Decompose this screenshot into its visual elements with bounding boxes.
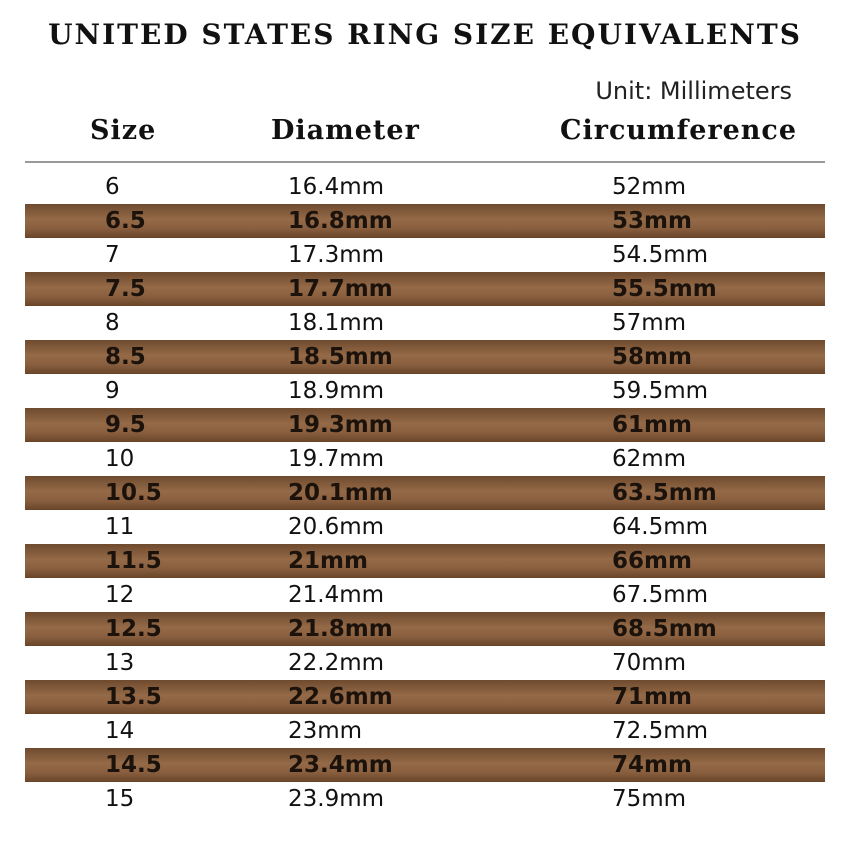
table-row	[25, 646, 825, 680]
table-row	[25, 748, 825, 782]
cell-diameter: 23.9mm	[288, 786, 385, 812]
cell-circumference: 70mm	[612, 650, 687, 676]
cell-diameter: 19.3mm	[288, 412, 393, 438]
cell-circumference: 68.5mm	[612, 616, 717, 642]
cell-size: 7.5	[105, 276, 146, 302]
cell-circumference: 61mm	[612, 412, 692, 438]
cell-circumference: 72.5mm	[612, 718, 709, 744]
cell-circumference: 75mm	[612, 786, 687, 812]
cell-size: 9	[105, 378, 120, 404]
table-row	[25, 612, 825, 646]
cell-size: 14.5	[105, 752, 162, 778]
cell-circumference: 67.5mm	[612, 582, 709, 608]
header-divider	[25, 161, 825, 163]
cell-size: 8	[105, 310, 120, 336]
cell-circumference: 58mm	[612, 344, 692, 370]
table-row	[25, 510, 825, 544]
cell-diameter: 20.6mm	[288, 514, 385, 540]
table-row	[25, 374, 825, 408]
cell-size: 11	[105, 514, 135, 540]
table-row	[25, 680, 825, 714]
cell-size: 10.5	[105, 480, 162, 506]
cell-circumference: 71mm	[612, 684, 692, 710]
cell-size: 14	[105, 718, 135, 744]
cell-size: 13	[105, 650, 135, 676]
cell-size: 15	[105, 786, 135, 812]
table-row	[25, 476, 825, 510]
cell-size: 7	[105, 242, 120, 268]
cell-size: 12.5	[105, 616, 162, 642]
page-title: UNITED STATES RING SIZE EQUIVALENTS	[48, 18, 802, 51]
cell-circumference: 62mm	[612, 446, 687, 472]
cell-diameter: 16.4mm	[288, 174, 385, 200]
unit-label: Unit: Millimeters	[595, 77, 792, 105]
cell-circumference: 74mm	[612, 752, 692, 778]
column-header-diameter: Diameter	[271, 115, 420, 146]
cell-size: 10	[105, 446, 135, 472]
cell-circumference: 52mm	[612, 174, 687, 200]
cell-circumference: 55.5mm	[612, 276, 717, 302]
column-header-circumference: Circumference	[560, 115, 798, 146]
cell-diameter: 17.3mm	[288, 242, 385, 268]
cell-diameter: 23.4mm	[288, 752, 393, 778]
column-header-size: Size	[90, 115, 157, 146]
ring-size-table	[25, 170, 825, 816]
cell-size: 8.5	[105, 344, 146, 370]
cell-circumference: 54.5mm	[612, 242, 709, 268]
cell-diameter: 22.6mm	[288, 684, 393, 710]
table-row	[25, 204, 825, 238]
cell-circumference: 53mm	[612, 208, 692, 234]
cell-diameter: 18.9mm	[288, 378, 385, 404]
table-row	[25, 408, 825, 442]
table-header	[0, 115, 850, 155]
cell-size: 9.5	[105, 412, 146, 438]
cell-diameter: 18.5mm	[288, 344, 393, 370]
cell-circumference: 57mm	[612, 310, 687, 336]
cell-circumference: 64.5mm	[612, 514, 709, 540]
cell-circumference: 63.5mm	[612, 480, 717, 506]
table-row	[25, 306, 825, 340]
cell-diameter: 22.2mm	[288, 650, 385, 676]
table-row	[25, 782, 825, 816]
cell-diameter: 19.7mm	[288, 446, 385, 472]
cell-size: 6	[105, 174, 120, 200]
table-row	[25, 272, 825, 306]
cell-size: 6.5	[105, 208, 146, 234]
cell-diameter: 18.1mm	[288, 310, 385, 336]
cell-diameter: 17.7mm	[288, 276, 393, 302]
cell-diameter: 20.1mm	[288, 480, 393, 506]
cell-circumference: 66mm	[612, 548, 692, 574]
table-row	[25, 340, 825, 374]
cell-diameter: 21mm	[288, 548, 368, 574]
cell-diameter: 21.8mm	[288, 616, 393, 642]
cell-size: 13.5	[105, 684, 162, 710]
table-row	[25, 578, 825, 612]
cell-size: 12	[105, 582, 135, 608]
cell-diameter: 23mm	[288, 718, 363, 744]
cell-diameter: 21.4mm	[288, 582, 385, 608]
table-row	[25, 544, 825, 578]
table-row	[25, 238, 825, 272]
table-row	[25, 714, 825, 748]
table-row	[25, 442, 825, 476]
cell-diameter: 16.8mm	[288, 208, 393, 234]
table-row	[25, 170, 825, 204]
cell-size: 11.5	[105, 548, 162, 574]
cell-circumference: 59.5mm	[612, 378, 709, 404]
